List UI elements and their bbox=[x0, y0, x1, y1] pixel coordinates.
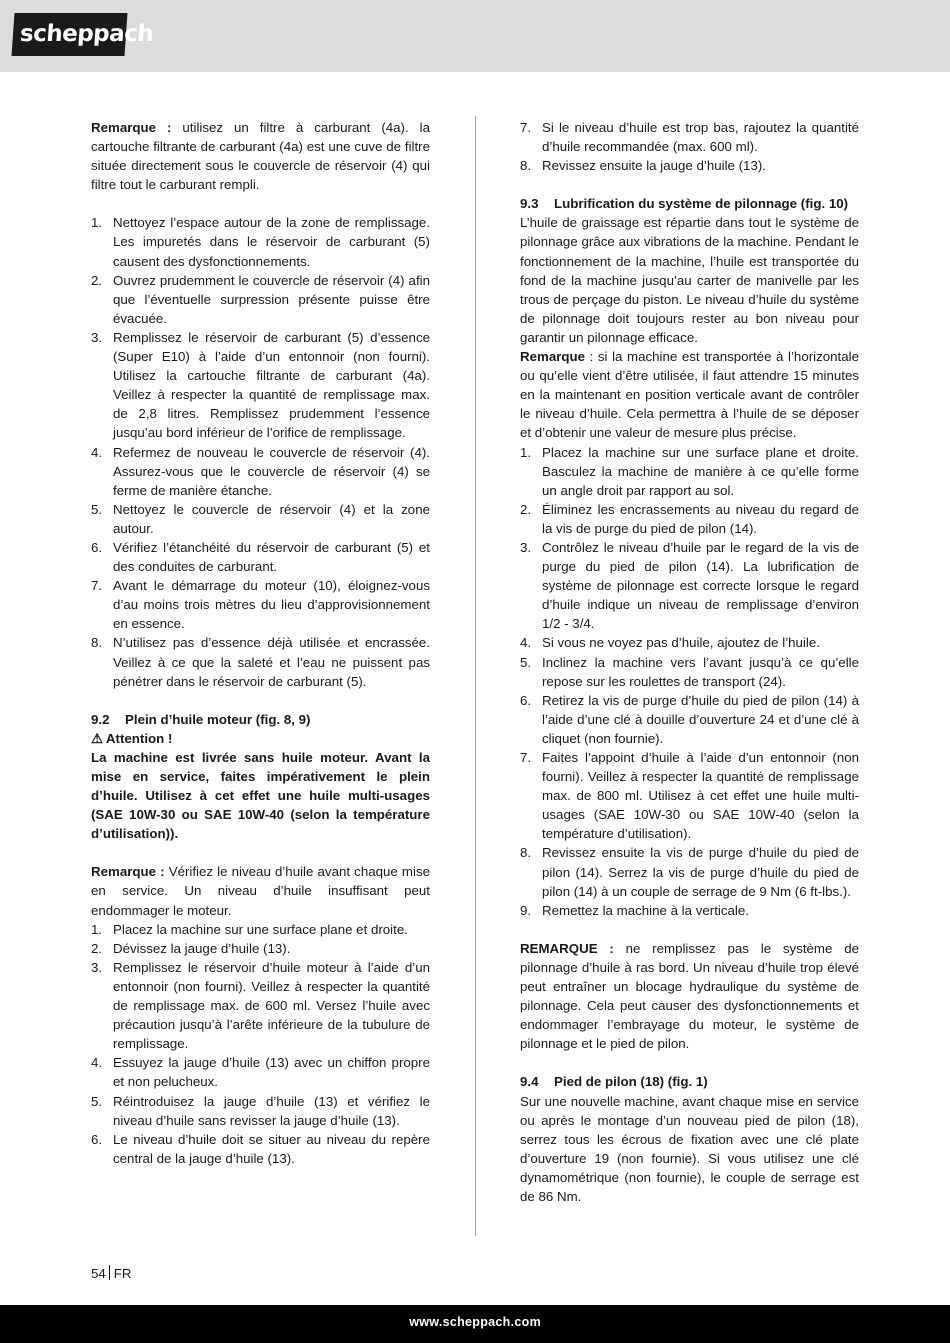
page-separator bbox=[109, 1265, 110, 1280]
list-item bbox=[520, 843, 859, 900]
lubrication-note bbox=[520, 347, 859, 442]
section-heading-9-2 bbox=[91, 710, 430, 729]
step-text: Revissez ensuite la jauge d’huile (13). bbox=[542, 158, 766, 174]
step-text: Le niveau d’huile doit se situer au niveau du repère central de la jauge d’huile (13). bbox=[113, 1131, 430, 1166]
step-number: 3. bbox=[91, 329, 103, 345]
step-text: Réintroduisez la jauge d’huile (13) et vérifiez le niveau d’huile sans revisser la jauge d’huile (13). bbox=[113, 1093, 430, 1128]
note-label: Remarque : bbox=[91, 864, 165, 880]
list-item bbox=[520, 633, 859, 652]
note-text: Vérifiez le niveau d’huile avant chaque mise en service. Un niveau d’huile insuffisant peut endommager le moteur. bbox=[91, 864, 431, 918]
attention-label: Attention ! bbox=[105, 730, 173, 746]
note-text: : si la machine est transportée à l’horizontale ou qu’elle vient d’être utilisée, il faut attendre 15 minutes en la maintenant en position verticale avant de contrôler le niveau d’huile. Cela permettra à l’huile de se déposer et d’obtenir une valeur de mesure plus précise. bbox=[520, 349, 859, 441]
step-number: 4. bbox=[91, 444, 103, 460]
step-text: Placez la machine sur une surface plane et droite. bbox=[113, 921, 408, 937]
step-number: 1. bbox=[91, 215, 103, 231]
section-heading-9-4 bbox=[520, 1072, 859, 1091]
note-text: ne remplissez pas le système de pilonnage d’huile à ras bord. Un niveau d’huile trop élevé peut entraîner un blocage hydraulique du système de pilonnage. Cela peut causer des dysfonctionnements et endommager l’embrayage du moteur, le système de pilonnage et le pied de pilon. bbox=[520, 940, 859, 1052]
column-divider bbox=[475, 116, 476, 1236]
step-text: Refermez de nouveau le couvercle de réservoir (4). Assurez-vous que le couvercle de réservoir (4) se ferme de manière étanche. bbox=[113, 444, 430, 498]
attention-heading bbox=[91, 729, 430, 748]
step-text: Avant le démarrage du moteur (10), éloignez-vous d’au moins trois mètres du lieu d’approvisionnement en essence. bbox=[113, 578, 430, 632]
step-number: 1. bbox=[520, 444, 532, 460]
warning-text: La machine est livrée sans huile moteur. Avant la mise en service, faites impérativement le plein d’huile. Utilisez à cet effet une huile multi-usages (SAE 10W-30 ou SAE 10W-40 (selon la température d’utilisation)). bbox=[91, 749, 430, 842]
left-column bbox=[91, 118, 430, 1168]
list-item bbox=[91, 958, 430, 1053]
step-text: Nettoyez l’espace autour de la zone de remplissage. Les impuretés dans le réservoir de carburant (5) causent des dysfonctionnements. bbox=[113, 215, 430, 269]
list-item bbox=[91, 1130, 430, 1168]
scheppach-logo: scheppach bbox=[11, 13, 127, 56]
step-text: Si le niveau d’huile est trop bas, rajoutez la quantité d’huile recommandée (max. 600 ml). bbox=[542, 120, 859, 155]
list-item bbox=[520, 748, 859, 843]
list-item bbox=[520, 901, 859, 920]
page-number-value: 54 bbox=[91, 1266, 106, 1281]
note-label: Remarque : bbox=[91, 120, 172, 135]
fuel-steps-list bbox=[91, 213, 430, 690]
step-number: 2. bbox=[91, 940, 103, 956]
section-title: Plein d’huile moteur (fig. 8, 9) bbox=[125, 711, 311, 727]
step-number: 5. bbox=[91, 501, 103, 517]
list-item bbox=[520, 538, 859, 633]
step-number: 5. bbox=[91, 1093, 103, 1109]
list-item bbox=[91, 939, 430, 958]
section-number: 9.3 bbox=[520, 196, 539, 212]
section-heading-9-3 bbox=[520, 194, 859, 213]
step-text: Nettoyez le couvercle de réservoir (4) et la zone autour. bbox=[113, 501, 430, 536]
step-number: 4. bbox=[520, 635, 532, 651]
list-item bbox=[91, 1092, 430, 1130]
overfill-note bbox=[520, 939, 859, 1054]
section-number: 9.4 bbox=[520, 1074, 539, 1090]
step-text: Placez la machine sur une surface plane et droite. Basculez la machine de manière à ce qu’elle forme un angle droit par rapport au sol. bbox=[542, 444, 859, 498]
step-text: Remplissez le réservoir d’huile moteur à l’aide d’un entonnoir (non fourni). Veillez à respecter la quantité de remplissage max. de 600 ml. Versez l’huile avec précaution jusqu’à l’arête inférieure de la tubulure de remplissage. bbox=[113, 959, 430, 1052]
list-item bbox=[91, 633, 430, 690]
step-number: 5. bbox=[520, 654, 532, 670]
step-number: 2. bbox=[520, 501, 532, 517]
step-number: 3. bbox=[91, 959, 103, 975]
lubrication-steps-list bbox=[520, 443, 859, 920]
step-number: 3. bbox=[520, 539, 532, 555]
list-item bbox=[91, 328, 430, 443]
list-item bbox=[91, 1053, 430, 1091]
list-item bbox=[520, 500, 859, 538]
step-number: 8. bbox=[520, 158, 532, 174]
header-bar bbox=[0, 0, 950, 72]
section-title: Pied de pilon (18) (fig. 1) bbox=[554, 1074, 708, 1090]
step-number: 2. bbox=[91, 272, 103, 288]
step-text: Inclinez la machine vers l’avant jusqu’à ce qu’elle repose sur les roulettes de transport (24). bbox=[542, 654, 859, 689]
step-number: 7. bbox=[520, 750, 532, 765]
step-text: Dévissez la jauge d’huile (13). bbox=[113, 940, 291, 956]
list-item bbox=[91, 500, 430, 538]
step-number: 7. bbox=[91, 578, 103, 594]
step-number: 9. bbox=[520, 902, 532, 918]
footer-bar bbox=[0, 1305, 950, 1343]
list-item bbox=[91, 271, 430, 328]
step-text: Remettez la machine à la verticale. bbox=[542, 902, 749, 918]
step-number: 6. bbox=[91, 1131, 103, 1147]
note-label: REMARQUE : bbox=[520, 940, 614, 956]
list-item bbox=[520, 691, 859, 748]
step-text: Remplissez le réservoir de carburant (5) d’essence (Super E10) à l’aide d’un entonnoir (non fourni). Utilisez la cartouche filtrante de carburant (4a). Veillez à respecter la quantité de remplissage max. de 2,8 litres. Remplissez prudemment l’essence jusqu’au bord inférieur de l’orifice de remplissage. bbox=[113, 329, 430, 441]
list-item bbox=[91, 443, 430, 500]
step-text: Ouvrez prudemment le couvercle de réservoir (4) afin que l’éventuelle surpression présente puisse être évacuée. bbox=[113, 272, 430, 326]
website-link[interactable]: www.scheppach.com bbox=[409, 1315, 541, 1329]
language-code: FR bbox=[113, 1266, 132, 1281]
page-number bbox=[91, 1265, 132, 1281]
step-number: 7. bbox=[520, 120, 532, 135]
warning-triangle-icon: ⚠ bbox=[91, 730, 103, 746]
step-number: 4. bbox=[91, 1055, 103, 1071]
list-item bbox=[91, 213, 430, 270]
list-item bbox=[520, 443, 859, 500]
step-text: Si vous ne voyez pas d’huile, ajoutez de l’huile. bbox=[542, 635, 820, 651]
list-item bbox=[520, 118, 859, 156]
lubrication-intro: L’huile de graissage est répartie dans tout le système de pilonnage grâce aux vibrations de la machine. Pendant le fonctionnement de la machine, l’huile est transportée du fond de la machine jusqu’au carter de manivelle par les trous de perçage du piston. Le niveau d’huile du système de pilonnage doit toujours rester au bon niveau pour garantir un pilonnage efficace. bbox=[520, 215, 859, 345]
step-number: 6. bbox=[91, 539, 103, 555]
step-text: Vérifiez l’étanchéité du réservoir de carburant (5) et des conduites de carburant. bbox=[113, 539, 430, 575]
section-number: 9.2 bbox=[91, 711, 110, 727]
note-label: Remarque bbox=[520, 349, 586, 365]
step-text: Faites l’appoint d’huile à l’aide d’un entonnoir (non fourni). Veillez à respecter la quantité de remplissage max. de 800 ml. Utilisez à cet effet une huile multi-usages (SAE 10W-30 ou SAE 10W-40 (selon la température d’utilisation). bbox=[542, 750, 859, 842]
step-text: Revissez ensuite la vis de purge d’huile du pied de pilon (14). Serrez la vis de purge d’huile du pied de pilon (14) à un couple de serrage de 9 Nm (6 ft-lbs.). bbox=[542, 845, 859, 899]
list-item bbox=[91, 538, 430, 576]
step-text: Éliminez les encrassements au niveau du regard de la vis de purge du pied de pilon (14). bbox=[542, 501, 859, 536]
list-item bbox=[91, 920, 430, 939]
oil-check-note bbox=[91, 862, 430, 919]
rammer-foot-text: Sur une nouvelle machine, avant chaque mise en service ou après le montage d’un nouveau pied de pilon (18), serrez tous les écrous de fixation avec une clé plate d’ouverture 19 (non fournie). Si vous utilisez une clé dynamométrique (non fournie), le couple de serrage est de 86 Nm. bbox=[520, 1093, 859, 1204]
oil-steps-list bbox=[91, 920, 430, 1168]
step-text: N’utilisez pas d’essence déjà utilisée et encrassée. Veillez à ce que la saleté et l’eau ne puissent pas pénétrer dans le réservoir de carburant (5). bbox=[113, 635, 430, 689]
step-text: Essuyez la jauge d’huile (13) avec un chiffon propre et non pelucheux. bbox=[113, 1055, 430, 1090]
list-item bbox=[91, 576, 430, 633]
note-text: utilisez un filtre à carburant (4a). la cartouche filtrante de carburant (4a) est une cuve de filtre située directement sous le couvercle de réservoir (4) qui filtre tout le carburant rempli. bbox=[91, 120, 430, 193]
oil-steps-continued-list bbox=[520, 118, 859, 175]
step-text: Retirez la vis de purge d’huile du pied de pilon (14) à l’aide d’une clé à douille d’ouverture 24 et d’une clé à cliquet (non fournie). bbox=[542, 692, 859, 746]
step-number: 1. bbox=[91, 921, 103, 937]
list-item bbox=[520, 653, 859, 691]
step-number: 8. bbox=[520, 845, 532, 861]
right-column bbox=[520, 118, 859, 1206]
list-item bbox=[520, 156, 859, 175]
step-text: Contrôlez le niveau d’huile par le regard de la vis de purge du pied de pilon (14). La lubrification de système de pilonnage est correcte lorsque le regard d’huile indique un niveau de remplissage d’environ 1/2 - 3/4. bbox=[542, 539, 859, 632]
step-number: 6. bbox=[520, 692, 532, 708]
step-number: 8. bbox=[91, 635, 103, 651]
section-title: Lubrification du système de pilonnage (fig. 10) bbox=[554, 196, 849, 212]
fuel-filter-note bbox=[91, 118, 430, 194]
